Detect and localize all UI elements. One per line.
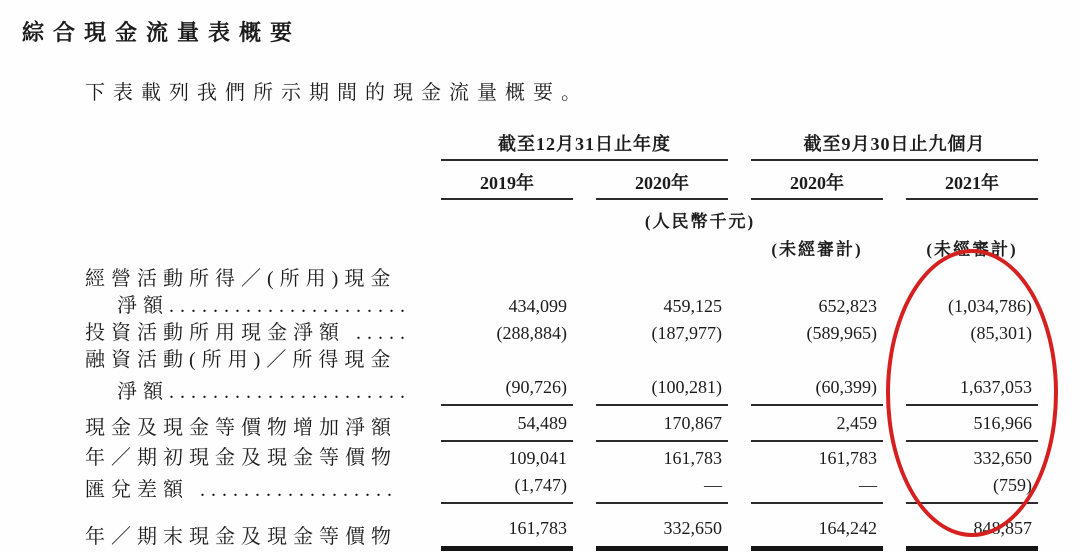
row-label: 現金及現金等價物增加淨額: [85, 417, 397, 439]
cell-value: 1,637,053: [906, 374, 1038, 406]
cell-value: —: [596, 472, 728, 504]
year-header-2021-9m: 2021年: [906, 161, 1038, 200]
empty-header-cell: [85, 130, 418, 161]
cell-value: 164,242: [751, 515, 883, 551]
cell-value: (1,034,786): [948, 296, 1032, 316]
cell-value: (589,965): [806, 323, 877, 343]
currency-note-row: [85, 200, 1038, 232]
year-header-2020-9m: 2020年: [751, 161, 883, 200]
row-label: 投資活動所用現金淨額 .....: [85, 322, 411, 344]
cell-value: —: [751, 472, 883, 504]
cell-value: 161,783: [441, 515, 573, 551]
cell-value: (1,747): [441, 472, 573, 504]
cell-value: 459,125: [663, 296, 722, 316]
cell-value: 516,966: [906, 410, 1038, 442]
year-header-2019: 2019年: [441, 161, 573, 200]
col-group-nine-months: 截至9月30日止九個月: [751, 130, 1038, 161]
cell-value: 848,857: [906, 515, 1038, 551]
cell-value: 2,459: [751, 410, 883, 442]
cell-value: 652,823: [818, 296, 877, 316]
cell-value: (187,977): [651, 323, 722, 343]
table-row: [85, 442, 1038, 472]
unaudited-note: (未經審計): [771, 240, 863, 259]
cell-value: (759): [906, 472, 1038, 504]
row-label: 淨額......................: [117, 381, 411, 403]
cell-value: 332,650: [596, 515, 728, 551]
table-row: [85, 374, 1038, 406]
row-label: 年／期初現金及現金等價物: [85, 447, 397, 469]
cell-value: (100,281): [596, 374, 728, 406]
column-group-header-row: [85, 130, 1038, 161]
table-row: [85, 406, 1038, 442]
cell-value: 161,783: [818, 448, 877, 468]
cell-value: 54,489: [441, 410, 573, 442]
cell-value: (288,884): [496, 323, 567, 343]
table-row: [85, 260, 1038, 293]
row-label: 融資活動(所用)／所得現金: [85, 349, 397, 371]
table-row: [85, 472, 1038, 504]
intro-text: 下表載列我們所示期間的現金流量概要。: [85, 82, 589, 104]
table-row: [85, 293, 1038, 320]
row-label: 經營活動所得／(所用)現金: [85, 268, 397, 290]
cash-flow-summary-table: [85, 130, 1038, 551]
row-label: 匯兌差額 ..................: [85, 479, 398, 501]
cell-value: (85,301): [970, 323, 1032, 343]
table-row: [85, 320, 1038, 347]
table-row: [85, 504, 1038, 551]
unaudited-note: (未經審計): [926, 240, 1018, 259]
row-label: 淨額......................: [117, 295, 411, 317]
row-label: 年／期末現金及現金等價物: [85, 526, 397, 548]
col-group-year-ended: 截至12月31日止年度: [441, 130, 728, 161]
cell-value: (60,399): [751, 374, 883, 406]
table-row: [85, 347, 1038, 374]
cell-value: 109,041: [508, 448, 567, 468]
cell-value: 332,650: [973, 448, 1032, 468]
cell-value: 434,099: [508, 296, 567, 316]
empty-header-cell: [85, 161, 418, 200]
year-header-row: [85, 161, 1038, 200]
page-title: 綜合現金流量表概要: [22, 20, 302, 45]
year-header-2020: 2020年: [596, 161, 728, 200]
cell-value: 161,783: [663, 448, 722, 468]
currency-note: (人民幣千元): [644, 212, 756, 231]
unaudited-note-row: [85, 232, 1038, 260]
cell-value: 170,867: [596, 410, 728, 442]
cell-value: (90,726): [441, 374, 573, 406]
